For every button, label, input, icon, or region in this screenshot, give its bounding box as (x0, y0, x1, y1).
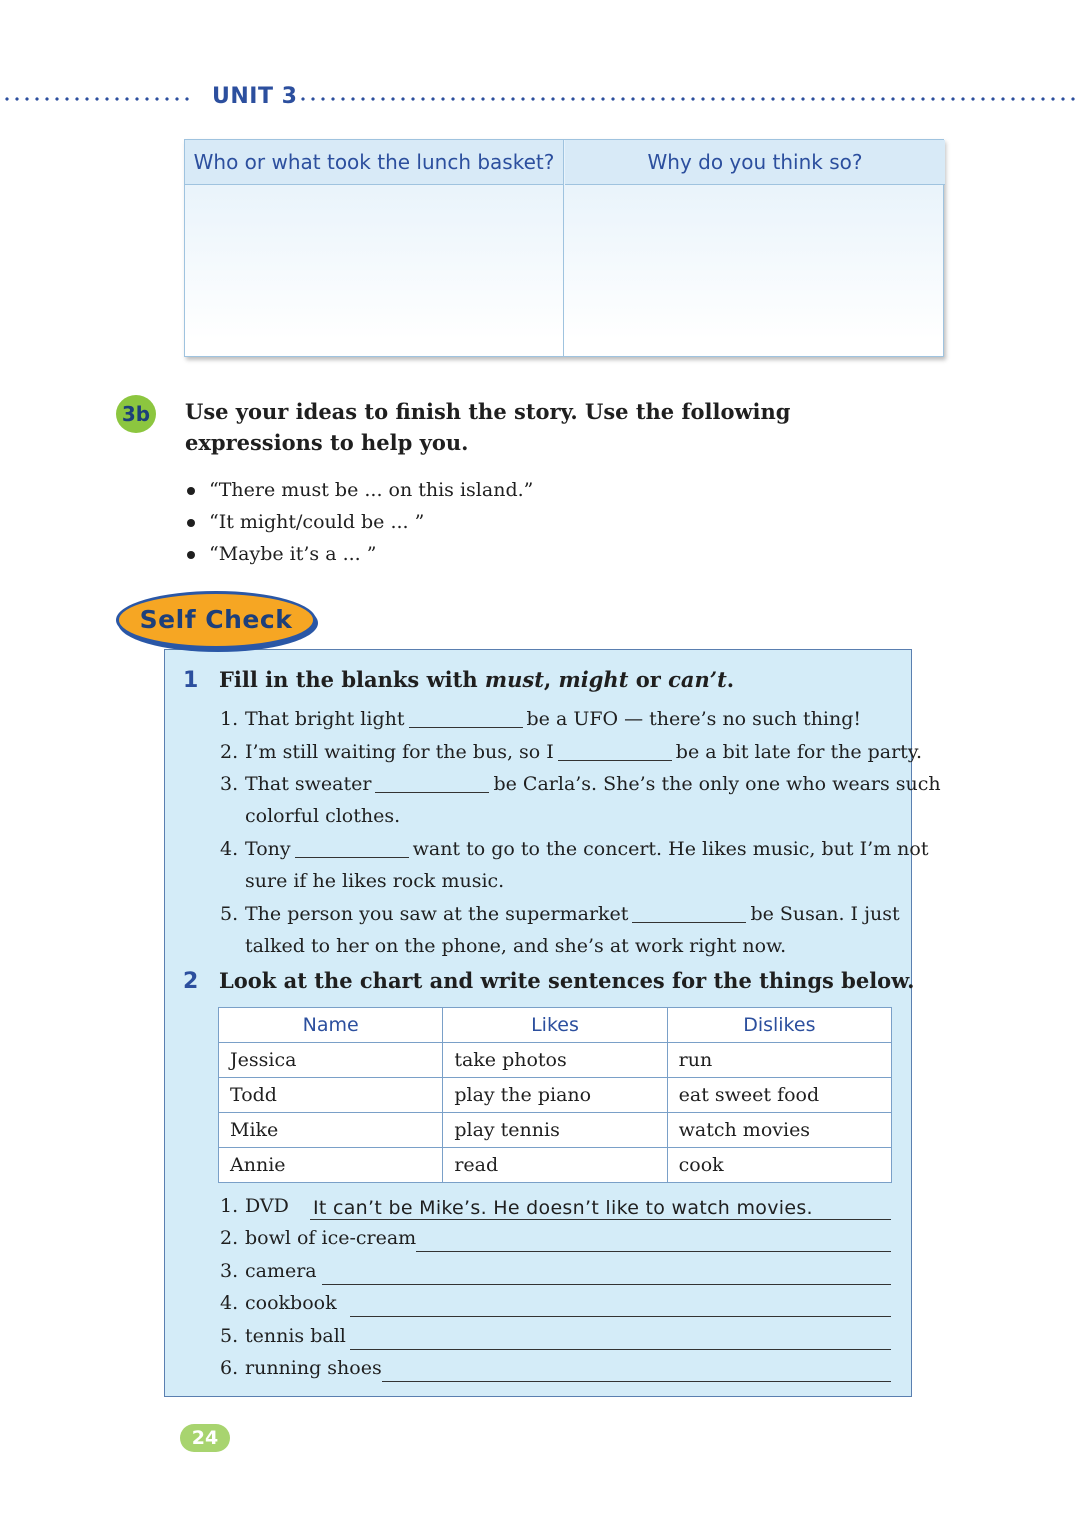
item-text-before: That sweater (245, 773, 372, 795)
chart-cell-name: Todd (219, 1078, 443, 1113)
chart-cell-likes: play tennis (443, 1113, 667, 1148)
fill-blank-item-2 (220, 736, 922, 768)
modal-cant: can’t (668, 667, 727, 692)
item-text-before: Tony (245, 838, 291, 860)
modal-might: might (558, 667, 629, 692)
unit-header (0, 84, 1080, 112)
sentence-item-3 (220, 1260, 317, 1292)
item-label: running shoes (245, 1357, 382, 1379)
item-number: 2. (220, 741, 239, 763)
fill-blank-item-4 (220, 833, 928, 865)
chart-cell-dislikes: eat sweet food (667, 1078, 891, 1113)
item-text-after: want to go to the concert. He likes music, but I’m not (412, 838, 929, 860)
item-text-after: be a bit late for the party. (675, 741, 923, 763)
table-row (219, 1043, 892, 1078)
answer-line[interactable] (310, 1219, 891, 1220)
fill-blank-item-4-continued: sure if he likes rock music. (245, 870, 505, 892)
self-check-badge: Self Check (116, 591, 316, 649)
exercise-number-1: 1 (183, 668, 199, 693)
sentence-item-4 (220, 1292, 337, 1324)
modal-must: must (484, 667, 544, 692)
answer-blank[interactable] (409, 708, 523, 728)
exercise-1-title-prefix: Fill in the blanks with (219, 667, 485, 692)
answer-line[interactable] (350, 1316, 891, 1317)
item-text-before: That bright light (245, 708, 405, 730)
item-number: 4. (220, 838, 239, 860)
exercise-3b-instruction: Use your ideas to finish the story. Use the following expressions to help you. (185, 399, 791, 455)
example-answer: It can’t be Mike’s. He doesn’t like to watch movies. (313, 1197, 813, 1219)
chart-cell-name: Annie (219, 1148, 443, 1183)
ideas-table (184, 139, 944, 357)
item-label: cookbook (245, 1292, 337, 1314)
chart-cell-likes: read (443, 1148, 667, 1183)
item-number: 5. (220, 903, 239, 925)
unit-label: UNIT 3 (212, 84, 298, 109)
table-row (219, 1148, 892, 1183)
fill-blank-item-5-continued: talked to her on the phone, and she’s at work right now. (245, 935, 787, 957)
item-number: 1. (220, 1195, 239, 1217)
answer-blank[interactable] (632, 903, 746, 923)
answer-line[interactable] (382, 1381, 891, 1382)
exercise-1-title (219, 667, 734, 692)
chart-cell-name: Jessica (219, 1043, 443, 1078)
title-suffix: . (726, 667, 735, 692)
expression-item: “There must be ... on this island.” (185, 474, 533, 506)
answer-line[interactable] (322, 1284, 891, 1285)
item-number: 5. (220, 1325, 239, 1347)
item-text-before: I’m still waiting for the bus, so I (245, 741, 554, 763)
chart-header-dislikes: Dislikes (667, 1008, 891, 1043)
fill-blank-item-5 (220, 898, 900, 930)
ideas-table-col-who (185, 140, 564, 356)
item-number: 4. (220, 1292, 239, 1314)
sentence-item-1 (220, 1195, 289, 1227)
item-label: camera (245, 1260, 317, 1282)
table-row (219, 1113, 892, 1148)
item-label: tennis ball (245, 1325, 346, 1347)
likes-dislikes-chart (218, 1007, 892, 1183)
item-text-after: be Carla’s. She’s the only one who wears such (493, 773, 941, 795)
dotted-rule-left (2, 97, 194, 101)
item-number: 3. (220, 773, 239, 795)
item-number: 6. (220, 1357, 239, 1379)
page-number: 24 (180, 1424, 230, 1452)
exercise-badge-3b: 3b (116, 395, 156, 433)
answer-line[interactable] (416, 1251, 891, 1252)
item-label: bowl of ice-cream (245, 1227, 417, 1249)
item-text-after: be a UFO — there’s no such thing! (526, 708, 862, 730)
item-number: 3. (220, 1260, 239, 1282)
chart-cell-likes: play the piano (443, 1078, 667, 1113)
fill-blank-item-1 (220, 703, 861, 735)
chart-header-likes: Likes (443, 1008, 667, 1043)
ideas-table-header-who: Who or what took the lunch basket? (185, 140, 563, 185)
chart-header-row (219, 1008, 892, 1043)
sentence-item-6 (220, 1357, 382, 1389)
ideas-table-header-why: Why do you think so? (565, 140, 945, 185)
expression-item: “Maybe it’s a ... ” (185, 538, 533, 570)
item-number: 1. (220, 708, 239, 730)
expression-item: “It might/could be ... ” (185, 506, 533, 538)
chart-cell-dislikes: cook (667, 1148, 891, 1183)
dotted-rule-right (298, 97, 1076, 101)
item-text-before: The person you saw at the supermarket (245, 903, 629, 925)
table-row (219, 1078, 892, 1113)
chart-header-name: Name (219, 1008, 443, 1043)
item-label: DVD (245, 1195, 289, 1217)
sentence-item-5 (220, 1325, 346, 1357)
sentence-item-2 (220, 1227, 416, 1259)
ideas-table-col-why (565, 140, 945, 356)
item-number: 2. (220, 1227, 239, 1249)
answer-blank[interactable] (295, 838, 409, 858)
title-separator: or (628, 667, 669, 692)
chart-cell-name: Mike (219, 1113, 443, 1148)
chart-cell-likes: take photos (443, 1043, 667, 1078)
item-text-after: be Susan. I just (750, 903, 900, 925)
title-separator: , (543, 667, 559, 692)
fill-blank-item-3 (220, 768, 941, 800)
chart-cell-dislikes: run (667, 1043, 891, 1078)
answer-blank[interactable] (558, 741, 672, 761)
exercise-number-2: 2 (183, 969, 199, 994)
answer-line[interactable] (350, 1349, 891, 1350)
expression-list (185, 474, 533, 570)
exercise-2-title: Look at the chart and write sentences for the things below. (219, 968, 915, 993)
fill-blank-item-3-continued: colorful clothes. (245, 805, 401, 827)
answer-blank[interactable] (375, 773, 489, 793)
chart-cell-dislikes: watch movies (667, 1113, 891, 1148)
